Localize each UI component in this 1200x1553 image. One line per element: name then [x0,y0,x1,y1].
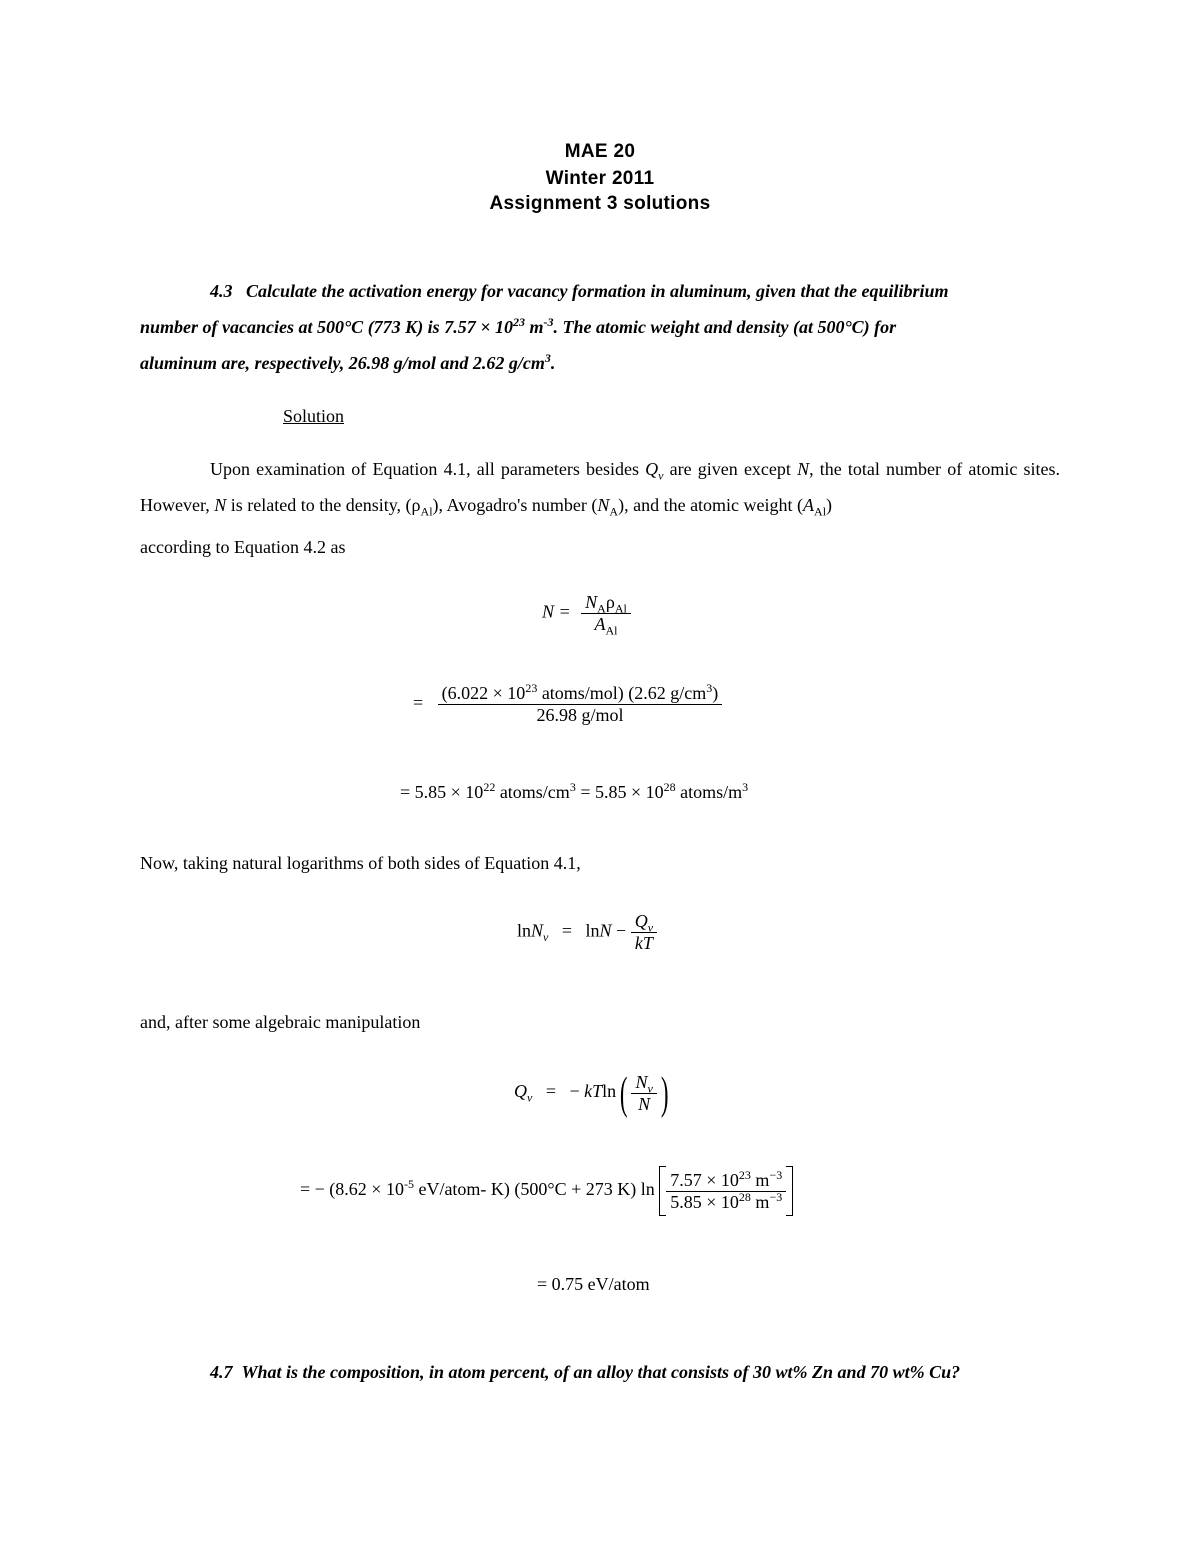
paragraph-3: and, after some algebraic manipulation [140,1012,421,1032]
problem-4-3: 4.3 Calculate the activation energy for vacancy formation in aluminum, given that the equilibrium number of vacancies at 500°C (773 K) is $7.57 \times 10^{23}$ $m^{-3}$. The atomic weight and density (at 500°C) for aluminum are, respectively, 26.98 g/mol and 2.62 $g/cm^3$. [140,281,949,373]
paragraph-1-end: according to Equation 4.2 as [140,537,346,557]
equation-5: $Q_v$ = − kTln( $\frac{N_v}{N}$ ) [514,1067,669,1118]
term-title: Winter 2011 [545,168,655,189]
course-title: MAE 20 [564,141,636,162]
equation-7: = 0.75 eV/atom [537,1274,650,1294]
equation-3: = $5.85 \times 10^{22}$ atoms/$cm^3 = 5.85 \times 10^{28}$ atoms/$m^3$ [400,780,749,802]
paragraph-2: Now, taking natural logarithms of both sides of Equation 4.1, [140,853,581,873]
equation-6: = − ($8.62 \times 10^{-5}$ eV/atom- K) (500°C + 273 K) ln $\frac{7.57 \times 10^{23} m^{-3}}{5.85 \times 10^{28} m^{-3}}$ [300,1166,793,1216]
problem-4-7: 4.7 What is the composition, in atom percent, of an alloy that consists of 30 wt% Zn and 70 wt% Cu? [210,1362,961,1382]
equation-2: = $\frac{(6.022 \times 10^{23} atoms/mol) (2.62 g/cm^3)}{\text{26.98 g/mol}}$ [413,683,722,726]
problem-number: 4.3 [210,281,233,301]
assignment-title: Assignment 3 solutions [489,193,711,214]
equation-4: lnN$_v$ = lnN − $\frac{Q_v}{kT}$ [517,911,657,954]
equation-1: N = $\frac{N_A\rho_{Al}}{A_{Al}}$ [542,592,631,635]
problem-number: 4.7 [210,1362,233,1382]
solution-label: Solution [283,406,345,426]
paragraph-1: Upon examination of Equation 4.1, all parameters besides $Q_v$ are given except N, the total number of atomic sites. However, N is related to the density, $(\rho_{Al})$, Avogadro's number $(N_A)$, and the atomic weight $(A_{Al})$ [140,459,1060,519]
